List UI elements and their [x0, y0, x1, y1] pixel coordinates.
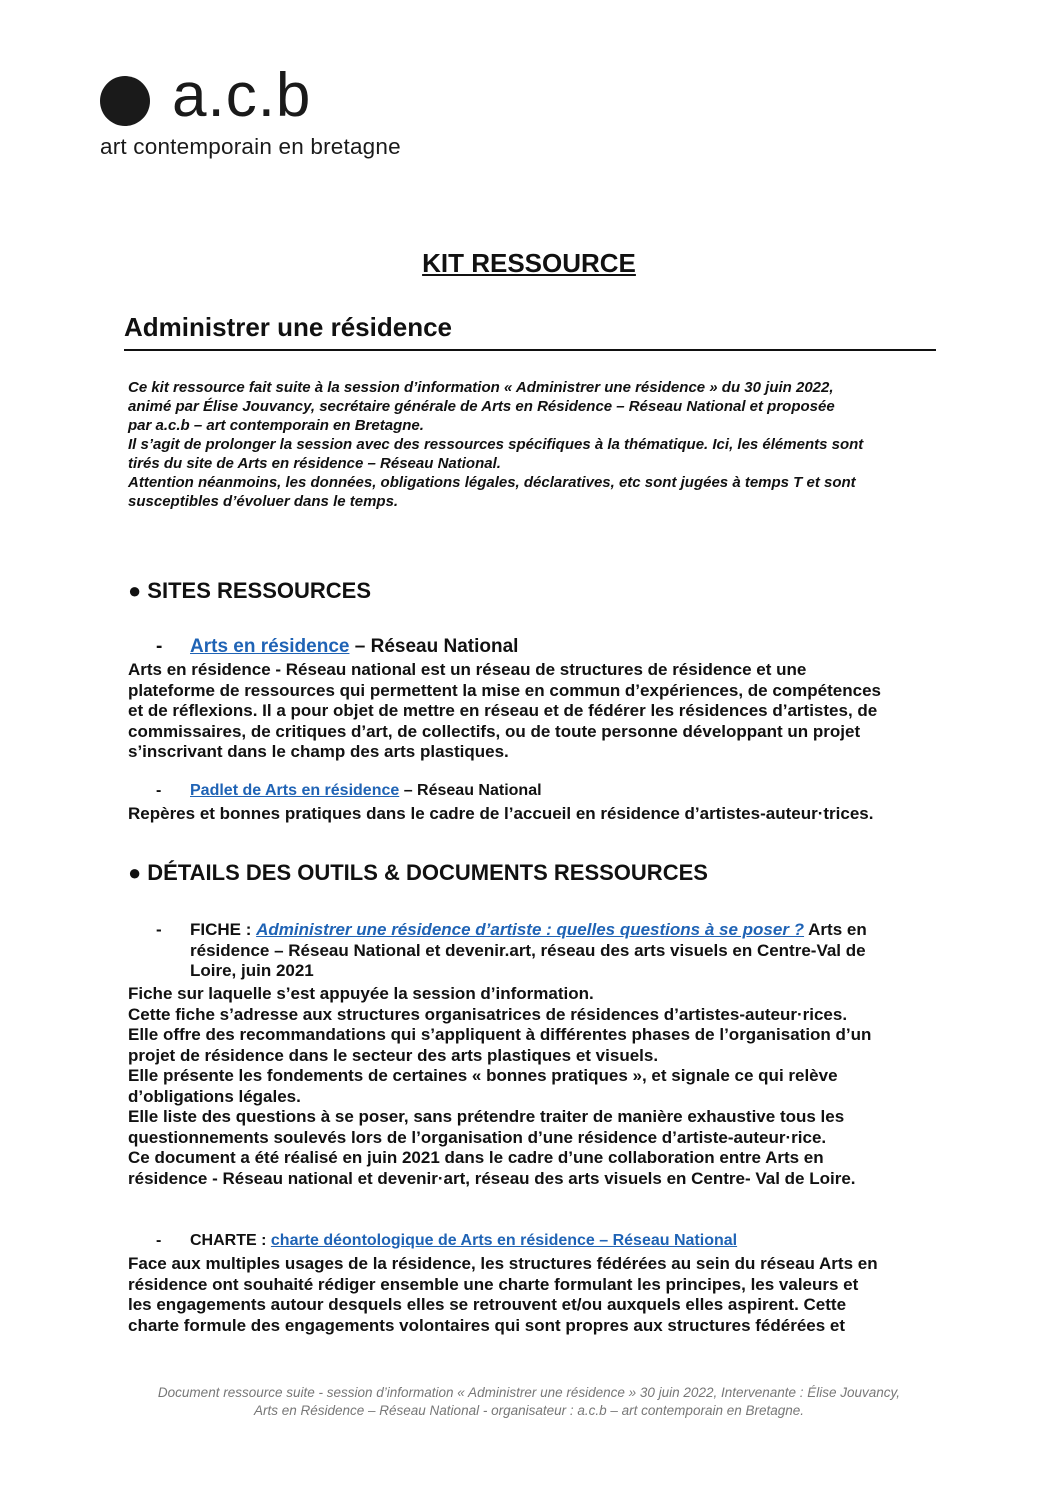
desc-line: s’inscrivant dans le champ des arts plastiques.: [128, 742, 509, 761]
logo-dot-icon: [100, 76, 150, 126]
link-charte[interactable]: charte déontologique de Arts en résidence – Réseau National: [270, 1232, 738, 1249]
intro-line: par a.c.b – art contemporain en Bretagne.: [128, 417, 424, 434]
link-arts-en-residence[interactable]: Arts en résidence: [190, 636, 350, 657]
intro-line: Ce kit ressource fait suite à la session d’information « Administrer une résidence » du 30 juin 2022,: [128, 379, 834, 396]
fiche-text: Arts en: [804, 920, 867, 939]
fiche-text: Loire, juin 2021: [190, 961, 314, 980]
link-fiche[interactable]: Administrer une résidence d’artiste : quelles questions à se poser ?: [256, 920, 805, 939]
desc-line: charte formule des engagements volontaires qui sont propres aux structures fédérées et: [128, 1315, 846, 1335]
desc-line: Arts en résidence - Réseau national est un réseau de structures de résidence et une: [128, 660, 807, 679]
desc-line: questionnements soulevés lors de l’organisation d’une résidence d’artiste-auteur·rice.: [128, 1127, 827, 1147]
intro-line: tirés du site de Arts en résidence – Réseau National.: [128, 455, 501, 472]
charte-description: [128, 1254, 928, 1336]
bullet-icon: ●: [128, 578, 142, 603]
desc-line: Elle liste des questions à se poser, sans prétendre traiter de manière exhaustive tous les: [128, 1107, 845, 1126]
intro-line: Il s’agit de prolonger la session avec des ressources spécifiques à la thématique. Ici, les éléments sont: [128, 436, 864, 453]
section-heading-text: SITES RESSOURCES: [147, 578, 372, 603]
footer-line: Document ressource suite - session d’information « Administrer une résidence » 30 juin 2022, Intervenante : Élise Jouvancy,: [157, 1385, 901, 1400]
list-item-fiche: [156, 920, 936, 982]
footer-line: Arts en Résidence – Réseau National - organisateur : a.c.b – art contemporain en Bretagne.: [253, 1403, 805, 1418]
desc-line: Fiche sur laquelle s’est appuyée la session d’information.: [128, 984, 594, 1003]
kit-title: KIT RESSOURCE: [422, 248, 636, 278]
charte-label: CHARTE :: [190, 1232, 271, 1249]
dash-marker: -: [156, 1232, 162, 1249]
dash-marker: -: [156, 920, 162, 939]
fiche-description: [128, 984, 928, 1189]
desc-line: Ce document a été réalisé en juin 2021 dans le cadre d’une collaboration entre Arts en: [128, 1148, 824, 1167]
bullet-icon: ●: [128, 860, 142, 885]
desc-line: Elle offre des recommandations qui s’appliquent à différentes phases de l’organisation d’un: [128, 1025, 872, 1044]
desc-line: Cette fiche s’adresse aux structures organisatrices de résidences d’artistes-auteur·rices.: [128, 1004, 848, 1024]
intro-line: Attention néanmoins, les données, obligations légales, déclaratives, etc sont jugées à temps T et sont: [128, 474, 856, 491]
padlet-description: Repères et bonnes pratiques dans le cadre de l’accueil en résidence d’artistes-auteur·trices.: [128, 804, 874, 823]
intro-line: animé par Élise Jouvancy, secrétaire générale de Arts en Résidence – Réseau National et proposée: [128, 398, 835, 415]
desc-line: résidence - Réseau national et devenir·art, réseau des arts visuels en Centre- Val de Loire.: [128, 1168, 856, 1188]
intro-paragraph: [128, 378, 928, 511]
desc-line: projet de résidence dans le secteur des arts plastiques et visuels.: [128, 1045, 659, 1065]
desc-line: d’obligations légales.: [128, 1086, 301, 1106]
item-suffix: – Réseau National: [349, 636, 519, 657]
fiche-text: résidence – Réseau National et devenir.art, réseau des arts visuels en Centre-Val de: [190, 940, 866, 960]
link-padlet[interactable]: Padlet de Arts en résidence: [190, 782, 400, 799]
item-suffix: – Réseau National: [399, 782, 542, 799]
section-heading-details: [128, 860, 708, 886]
page-footer: [0, 1384, 1058, 1420]
logo-subtitle: art contemporain en bretagne: [100, 134, 401, 159]
document-title: Administrer une résidence: [124, 312, 936, 351]
intro-line: susceptibles d’évoluer dans le temps.: [128, 493, 399, 510]
list-item-charte: [156, 1232, 737, 1250]
desc-line: Face aux multiples usages de la résidence, les structures fédérées au sein du réseau Arts en: [128, 1254, 878, 1273]
list-item-padlet: [156, 782, 542, 800]
dash-marker: -: [156, 636, 163, 657]
section-heading-text: DÉTAILS DES OUTILS & DOCUMENTS RESSOURCES: [147, 860, 708, 885]
list-item-arts-en-residence: [156, 636, 518, 658]
desc-line: et de réflexions. Il a pour objet de mettre en réseau et de fédérer les résidences d’artistes, de: [128, 701, 878, 720]
section-heading-sites: [128, 578, 371, 604]
dash-marker: -: [156, 782, 162, 799]
logo: [100, 61, 401, 160]
desc-line: plateforme de ressources qui permettent la mise en commun d’expériences, de compétences: [128, 680, 881, 700]
arts-en-residence-description: [128, 660, 928, 763]
fiche-label: FICHE :: [190, 920, 257, 939]
desc-line: Elle présente les fondements de certaines « bonnes pratiques », et signale ce qui relève: [128, 1066, 838, 1085]
logo-name: a.c.b: [172, 61, 312, 130]
desc-line: résidence ont souhaité rédiger ensemble une charte formulant les principes, les valeurs et: [128, 1274, 859, 1294]
desc-line: commissaires, de critiques d’art, de collectifs, ou de toute personne développant un projet: [128, 721, 861, 741]
desc-line: les engagements autour desquels elles se retrouvent et/ou auxquels elles aspirent. Cette: [128, 1295, 847, 1314]
